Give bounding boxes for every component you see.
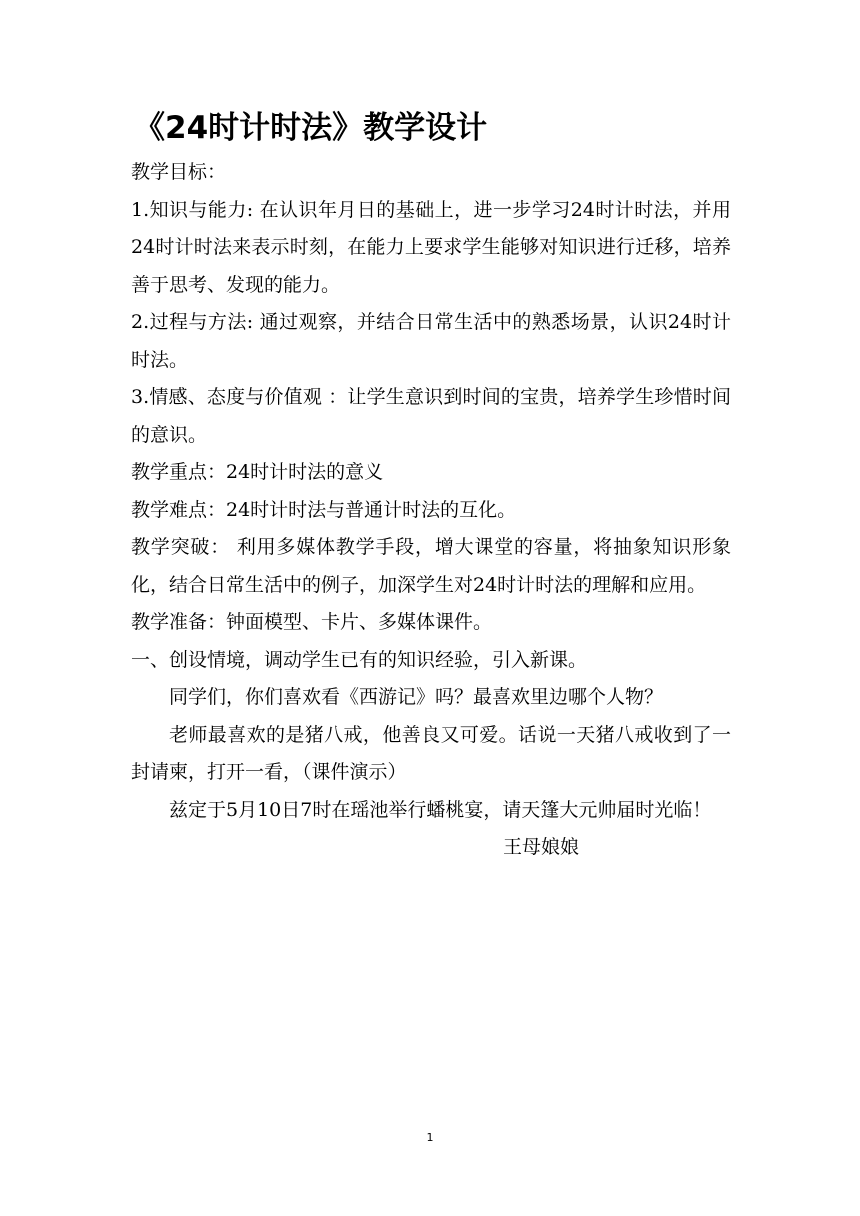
invitation-signature: 王母娘娘	[503, 836, 580, 858]
intro-paragraph-2: 老师最喜欢的是猪八戒，他善良又可爱。话说一天猪八戒收到了一封请柬，打开一看，（课件演示）	[131, 723, 731, 783]
section-heading-objectives: 教学目标：	[131, 161, 227, 183]
invitation-text: 兹定于5月10日7时在瑶池举行蟠桃宴，请天篷大元帅届时光临！	[169, 798, 712, 821]
document-title: 《24时计时法》教学设计	[134, 110, 488, 146]
objective-emotion: 3.情感、态度与价值观 ：让学生意识到时间的宝贵，培养学生珍惜时间的意识。	[131, 386, 731, 446]
teaching-preparation: 教学准备：钟面模型、卡片、多媒体课件。	[131, 611, 493, 633]
document-body	[131, 154, 731, 867]
page-number: 1	[426, 1131, 434, 1144]
teaching-key-point: 教学重点：24时计时法的意义	[131, 461, 384, 483]
objective-process: 2.过程与方法: 通过观察，并结合日常生活中的熟悉场景，认识24时计时法。	[131, 311, 731, 371]
teaching-breakthrough: 教学突破： 利用多媒体教学手段，增大课堂的容量，将抽象知识形象化，结合日常生活中的例子，加深学生对24时计时法的理解和应用。	[131, 536, 731, 596]
teaching-difficulty: 教学难点：24时计时法与普通计时法的互化。	[131, 498, 517, 521]
objective-knowledge: 1.知识与能力: 在认识年月日的基础上，进一步学习24时计时法，并用24时计时法来表示时刻，在能力上要求学生能够对知识进行迁移，培养善于思考、发现的能力。	[131, 198, 731, 296]
intro-paragraph-1: 同学们，你们喜欢看《西游记》吗？最喜欢里边哪个人物？	[169, 686, 664, 708]
section-heading-intro: 一、创设情境，调动学生已有的知识经验，引入新课。	[131, 648, 588, 671]
